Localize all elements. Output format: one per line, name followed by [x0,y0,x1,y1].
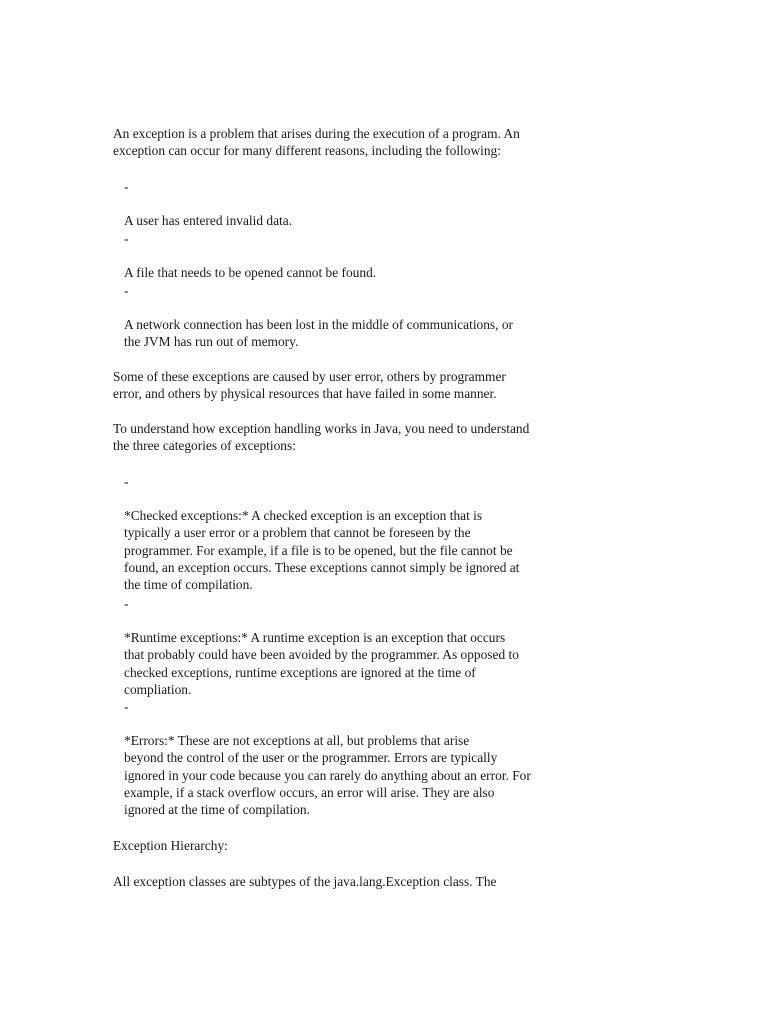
reason-item [124,316,594,351]
causes-paragraph [113,368,593,403]
bullet-marker: - [124,283,129,298]
hierarchy-paragraph [113,873,593,890]
categories-intro-paragraph [113,420,593,455]
text-line: the JVM has run out of memory. [124,334,299,350]
category-checked-item [124,507,594,593]
text-line: checked exceptions, runtime exceptions are ignored at the time of [124,664,476,680]
text-line: that probably could have been avoided by the programmer. As opposed to [124,647,519,663]
text-line: *Errors:* These are not exceptions at all, but problems that arise [124,733,470,748]
text-line: A file that needs to be opened cannot be found. [124,265,377,280]
text-line: Some of these exceptions are caused by user error, others by programmer [113,369,506,384]
text-line: the time of compilation. [124,577,253,593]
text-line: beyond the control of the user or the programmer. Errors are typically [124,750,498,766]
category-runtime-item [124,629,594,698]
reason-item [124,212,594,229]
text-line: programmer. For example, if a file is to be opened, but the file cannot be [124,542,513,558]
text-line: *Checked exceptions:* A checked exception is an exception that is [124,508,483,523]
bullet-marker: - [124,474,129,489]
text-line: To understand how exception handling works in Java, you need to understand [113,421,530,436]
text-line: example, if a stack overflow occurs, an error will arise. They are also [124,784,495,800]
text-line: All exception classes are subtypes of the java.lang.Exception class. The [113,874,497,889]
bullet-marker: - [124,179,129,194]
category-errors-item [124,732,594,818]
hierarchy-heading [113,837,593,854]
text-line: compliation. [124,681,192,697]
text-line: A network connection has been lost in the middle of communications, or [124,317,513,332]
text-line: found, an exception occurs. These exceptions cannot simply be ignored at [124,559,520,575]
intro-paragraph [113,125,593,160]
text-line: An exception is a problem that arises during the execution of a program. An [113,126,520,141]
bullet-marker: - [124,699,129,714]
text-line: ignored in your code because you can rarely do anything about an error. For [124,767,531,783]
text-line: error, and others by physical resources that have failed in some manner. [113,386,497,402]
bullet-marker: - [124,596,129,611]
reason-item [124,264,594,281]
text-line: the three categories of exceptions: [113,438,296,454]
text-line: A user has entered invalid data. [124,213,293,228]
text-line: exception can occur for many different reasons, including the following: [113,143,501,159]
bullet-marker: - [124,231,129,246]
text-line: typically a user error or a problem that cannot be foreseen by the [124,525,471,541]
text-line: Exception Hierarchy: [113,838,228,853]
text-line: ignored at the time of compilation. [124,802,310,818]
text-line: *Runtime exceptions:* A runtime exception is an exception that occurs [124,630,506,645]
